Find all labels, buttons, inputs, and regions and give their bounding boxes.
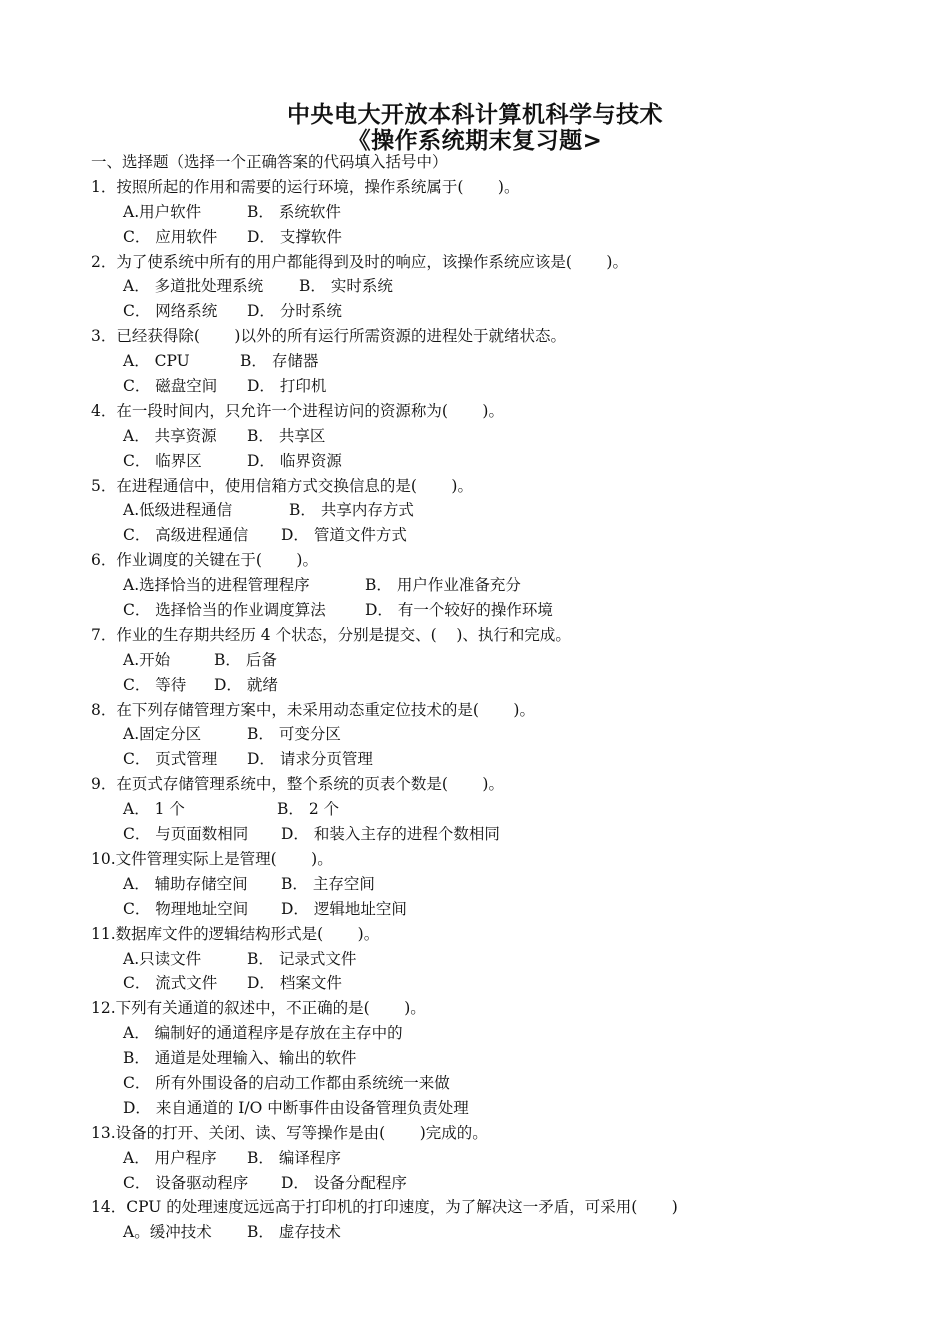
question-stem: 11.数据库文件的逻辑结构形式是( )。 xyxy=(91,924,380,943)
option-d: D． 就绪 xyxy=(214,675,278,694)
options-row xyxy=(91,897,911,922)
question-stem: 10.文件管理实际上是管理( )。 xyxy=(91,849,333,868)
options-row xyxy=(91,673,911,698)
question-stem: 1．按照所起的作用和需要的运行环境，操作系统属于( )。 xyxy=(91,177,520,196)
options-row xyxy=(91,225,911,250)
options-row xyxy=(91,274,911,299)
option-b: B． 记录式文件 xyxy=(247,949,357,968)
option-c: C． 设备驱动程序 xyxy=(123,1173,249,1192)
option-d: D． 来自通道的 I/O 中断事件由设备管理负责处理 xyxy=(123,1098,469,1117)
question-list xyxy=(91,150,911,1245)
options-row xyxy=(91,1220,911,1245)
document-title: 中央电大开放本科计算机科学与技术 xyxy=(287,102,663,128)
option-b: B． 实时系统 xyxy=(299,277,393,296)
option-d: D． 临界资源 xyxy=(247,451,342,470)
options-row xyxy=(91,648,911,673)
option-a: A． 编制好的通道程序是存放在主存中的 xyxy=(123,1024,403,1043)
option-a: A.低级进程通信 xyxy=(123,501,233,520)
option-c: C． 流式文件 xyxy=(123,974,218,993)
option-c: C． 应用软件 xyxy=(123,227,218,246)
option-b: B． 主存空间 xyxy=(281,874,375,893)
option-b: B． 系统软件 xyxy=(247,202,341,221)
question-stem: 4．在一段时间内，只允许一个进程访问的资源称为( )。 xyxy=(91,401,504,420)
option-a: A． 1 个 xyxy=(123,800,185,819)
option-d: D． 逻辑地址空间 xyxy=(281,899,407,918)
option-c: C． 与页面数相同 xyxy=(123,825,249,844)
option-b: B． 共享区 xyxy=(247,426,326,445)
option-d: D． 和装入主存的进程个数相同 xyxy=(281,825,500,844)
question-stem: 12.下列有关通道的叙述中，不正确的是( )。 xyxy=(91,999,426,1018)
option-c: C． 等待 xyxy=(123,675,187,694)
question-stem: 3．已经获得除( )以外的所有运行所需资源的进程处于就绪状态。 xyxy=(91,327,566,346)
options-row xyxy=(91,498,911,523)
option-a: A.固定分区 xyxy=(123,725,202,744)
option-c: C． 选择恰当的作业调度算法 xyxy=(123,601,326,620)
options-row xyxy=(91,822,911,847)
options-row xyxy=(91,1171,911,1196)
option-a: A． 用户程序 xyxy=(123,1148,217,1167)
options-row xyxy=(91,747,911,772)
options-row xyxy=(91,722,911,747)
option-b: B． 编译程序 xyxy=(247,1148,341,1167)
option-c: C． 物理地址空间 xyxy=(123,899,249,918)
options-row xyxy=(91,374,911,399)
options-row xyxy=(91,947,911,972)
options-row xyxy=(91,299,911,324)
option-d: D． 档案文件 xyxy=(247,974,342,993)
option-b: B． 通道是处理输入、输出的软件 xyxy=(123,1049,357,1068)
options-row xyxy=(91,573,911,598)
options-row xyxy=(91,200,911,225)
option-d: D． 支撑软件 xyxy=(247,227,342,246)
option-a: A． 共享资源 xyxy=(123,426,217,445)
option-c: C． 页式管理 xyxy=(123,750,218,769)
question-stem: 8．在下列存储管理方案中，未采用动态重定位技术的是( )。 xyxy=(91,700,535,719)
option-b: B． 可变分区 xyxy=(247,725,341,744)
option-b: B． 2 个 xyxy=(277,800,340,819)
option-c: C． 网络系统 xyxy=(123,302,218,321)
question-stem: 2．为了使系统中所有的用户都能得到及时的响应，该操作系统应该是( )。 xyxy=(91,252,628,271)
option-b: B． 虚存技术 xyxy=(247,1223,341,1242)
options-row xyxy=(91,872,911,897)
option-a: A.开始 xyxy=(123,650,171,669)
option-d: D． 分时系统 xyxy=(247,302,342,321)
options-row xyxy=(91,1146,911,1171)
section-heading: 一、选择题（选择一个正确答案的代码填入括号中） xyxy=(91,153,448,171)
option-a: A． CPU xyxy=(123,352,190,371)
option-b: B． 存储器 xyxy=(240,352,319,371)
option-b: B． 共享内存方式 xyxy=(289,501,414,520)
option-a: A。缓冲技术 xyxy=(123,1223,212,1242)
option-c: C． 临界区 xyxy=(123,451,202,470)
option-a: A.用户软件 xyxy=(123,202,202,221)
question-stem: 9．在页式存储管理系统中，整个系统的页表个数是( )。 xyxy=(91,775,504,794)
options-row xyxy=(91,424,911,449)
option-b: B． 后备 xyxy=(214,650,277,669)
question-stem: 6．作业调度的关键在于( )。 xyxy=(91,551,318,570)
document-subtitle: 《操作系统期末复习题> xyxy=(347,128,603,154)
question-stem: 14．CPU 的处理速度远远高于打印机的打印速度，为了解决这一矛盾，可采用( ) xyxy=(91,1198,678,1217)
options-row xyxy=(91,971,911,996)
question-stem: 5．在进程通信中，使用信箱方式交换信息的是( )。 xyxy=(91,476,473,495)
question-stem: 7．作业的生存期共经历 4 个状态，分别是提交、( )、执行和完成。 xyxy=(91,625,571,644)
options-row xyxy=(91,797,911,822)
option-d: D． 请求分页管理 xyxy=(247,750,373,769)
option-d: D． 管道文件方式 xyxy=(281,526,407,545)
option-a: A.只读文件 xyxy=(123,949,202,968)
options-row xyxy=(91,349,911,374)
option-b: B． 用户作业准备充分 xyxy=(365,576,521,595)
options-row xyxy=(91,449,911,474)
options-row xyxy=(91,598,911,623)
option-a: A． 多道批处理系统 xyxy=(123,277,264,296)
option-a: A． 辅助存储空间 xyxy=(123,874,248,893)
option-a: A.选择恰当的进程管理程序 xyxy=(123,576,310,595)
question-stem: 13.设备的打开、关闭、读、写等操作是由( )完成的。 xyxy=(91,1123,488,1142)
option-c: C． 磁盘空间 xyxy=(123,377,218,396)
option-c: C． 所有外围设备的启动工作都由系统统一来做 xyxy=(123,1073,450,1092)
option-d: D． 设备分配程序 xyxy=(281,1173,407,1192)
option-d: D． 打印机 xyxy=(247,377,327,396)
option-d: D． 有一个较好的操作环境 xyxy=(365,601,553,620)
option-c: C． 高级进程通信 xyxy=(123,526,249,545)
options-row xyxy=(91,523,911,548)
